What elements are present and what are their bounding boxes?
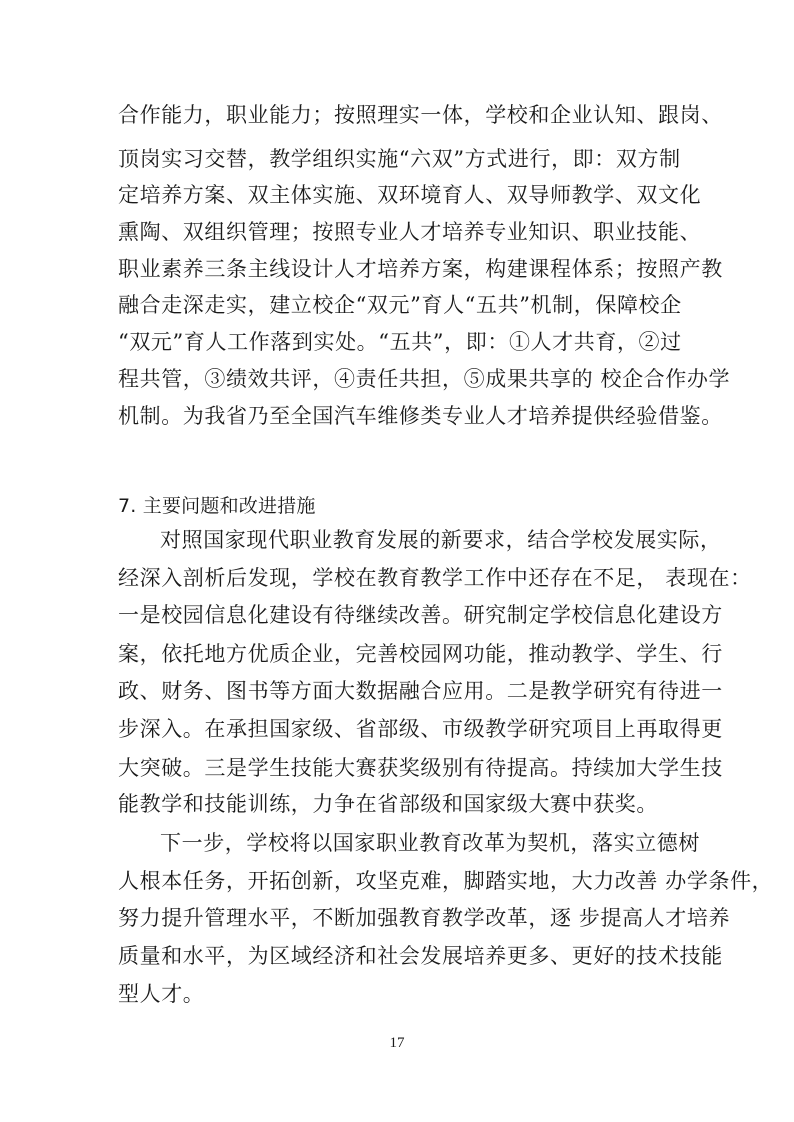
paragraph-line: 职业素养三条主线设计人才培养方案，构建课程体系；按照产教 bbox=[118, 257, 723, 281]
paragraph-line: 融合走深走实，建立校企“双元”育人“五共”机制，保障校企 bbox=[118, 293, 682, 317]
paragraph-line: 步深入。在承担国家级、省部级、市级教学研究项目上再取得更 bbox=[118, 717, 723, 741]
paragraph-line: 机制。为我省乃至全国汽车维修类专业人才培养提供经验借鉴。 bbox=[118, 404, 723, 428]
paragraph-line: 下一步，学校将以国家职业教育改革为契机，落实立德树 bbox=[160, 831, 700, 855]
paragraph-line: 合作能力，职业能力；按照理实一体，学校和企业认知、跟岗、 bbox=[118, 103, 723, 127]
paragraph-line: 努力提升管理水平，不断加强教育教学改革，逐 步提高人才培养 bbox=[118, 906, 731, 930]
paragraph-line: 熏陶、双组织管理；按照专业人才培养专业知识、职业技能、 bbox=[118, 220, 702, 244]
paragraph-line: 定培养方案、双主体实施、双环境育人、双导师教学、双文化 bbox=[118, 183, 702, 207]
paragraph-line: 型人才。 bbox=[118, 982, 205, 1006]
paragraph-line: 政、财务、图书等方面大数据融合应用。二是教学研究有待进一 bbox=[118, 679, 723, 703]
paragraph-line: 质量和水平，为区域经济和社会发展培养更多、更好的技术技能 bbox=[118, 944, 723, 968]
paragraph-line: 大突破。三是学生技能大赛获奖级别有待提高。持续加大学生技 bbox=[118, 756, 723, 780]
section-heading: 7. 主要问题和改进措施 bbox=[118, 495, 316, 517]
paragraph-line: “双元”育人工作落到实处。“五共”，即：①人才共育，②过 bbox=[118, 330, 682, 354]
paragraph-line: 程共管，③绩效共评，④责任共担，⑤成果共享的 校企合作办学 bbox=[118, 367, 731, 391]
paragraph-line: 经深入剖析后发现，学校在教育教学工作中还存在不足， 表现在： bbox=[118, 566, 752, 590]
paragraph-line: 对照国家现代职业教育发展的新要求，结合学校发展实际， bbox=[160, 528, 722, 552]
page-number: 17 bbox=[389, 1035, 405, 1051]
paragraph-line: 案，依托地方优质企业，完善校园网功能，推动教学、学生、行 bbox=[118, 642, 723, 666]
paragraph-line: 人根本任务，开拓创新，攻坚克难，脚踏实地，大力改善 办学条件， bbox=[118, 869, 774, 893]
paragraph-line: 能教学和技能训练，力争在省部级和国家级大赛中获奖。 bbox=[118, 792, 658, 816]
paragraph-line: 顶岗实习交替，教学组织实施“六双”方式进行，即：双方制 bbox=[118, 147, 681, 171]
paragraph-line: 一是校园信息化建设有待继续改善。研究制定学校信息化建设方 bbox=[118, 603, 723, 627]
